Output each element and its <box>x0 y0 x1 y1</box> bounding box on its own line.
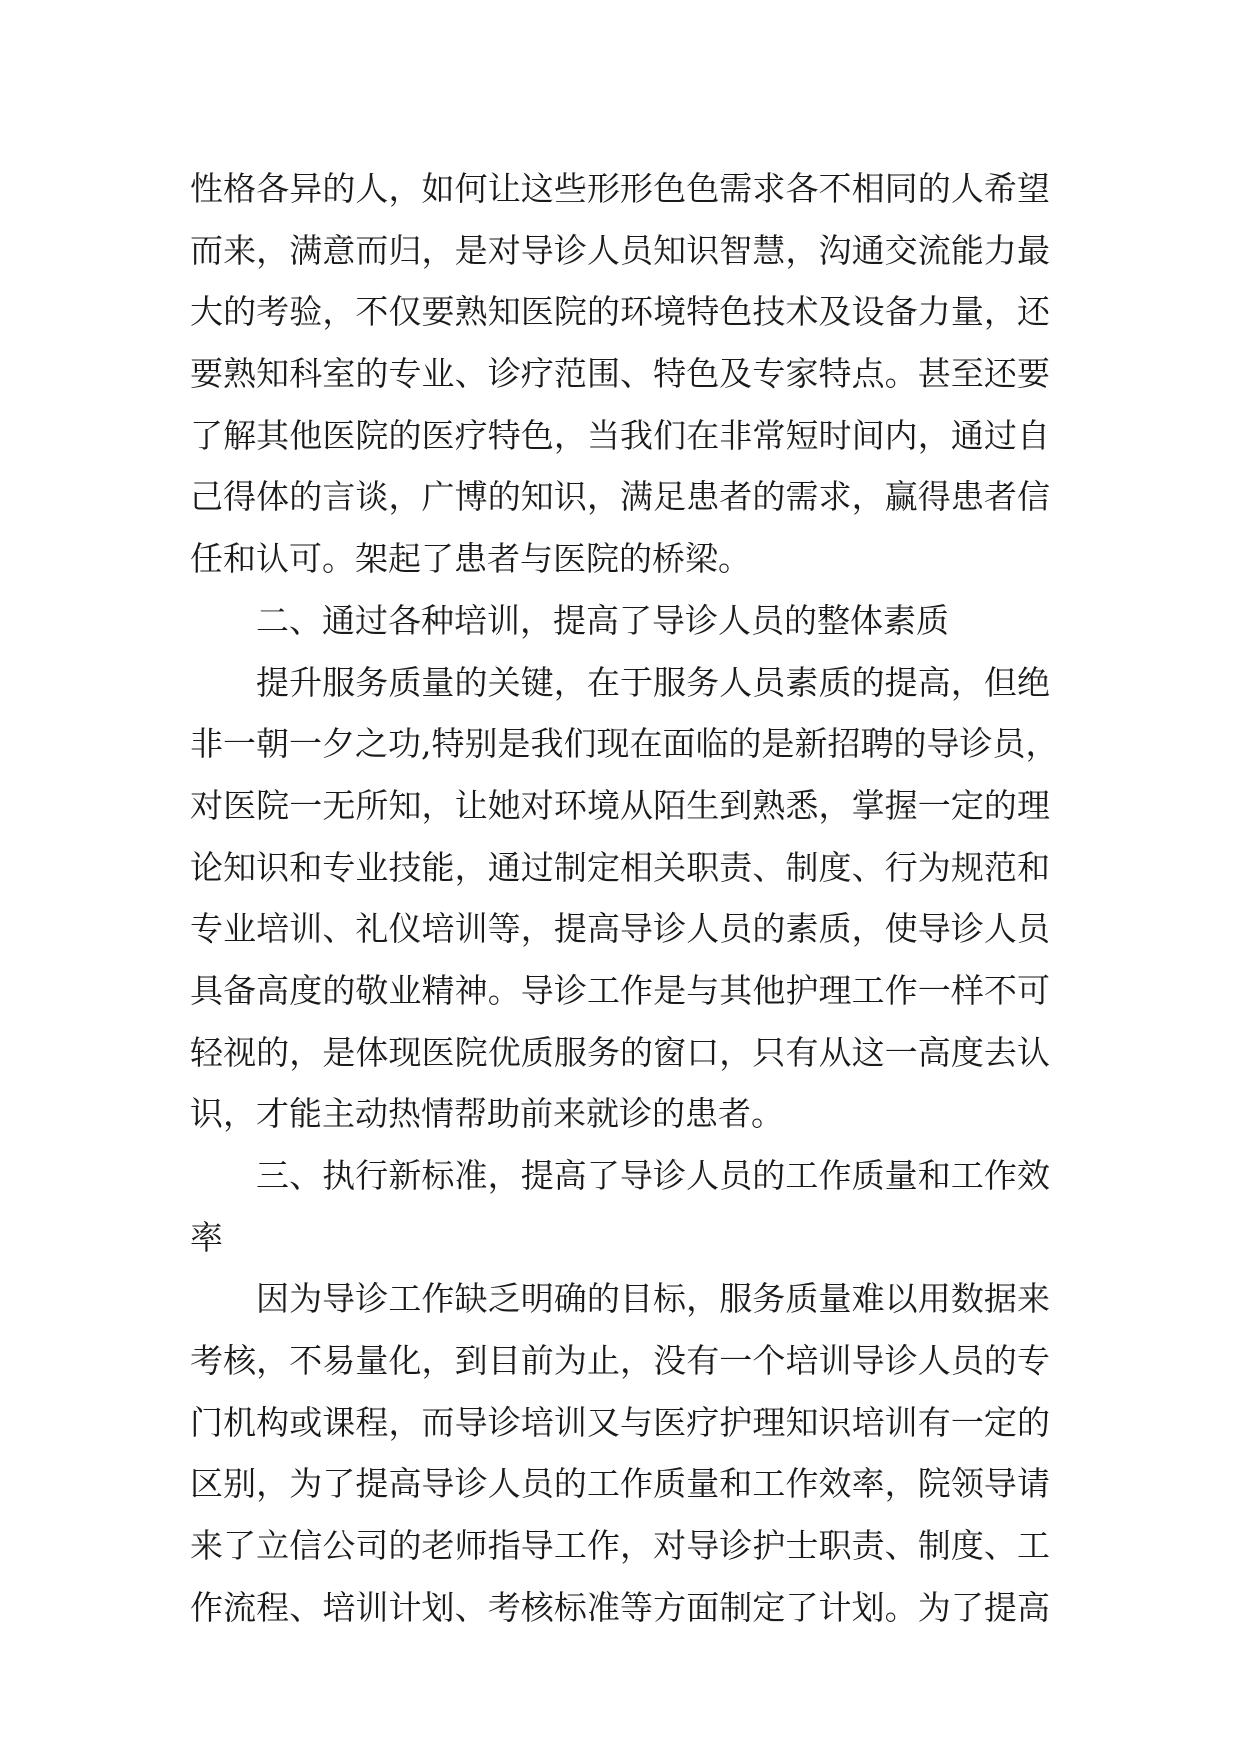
text-line: 来了立信公司的老师指导工作，对导诊护士职责、制度、工 <box>190 1526 1050 1566</box>
text-line: 非一朝一夕之功,特别是我们现在面临的是新招聘的导诊员， <box>190 724 1059 764</box>
text-line: 率 <box>190 1217 223 1257</box>
text-line: 门机构或课程，而导诊培训又与医疗护理知识培训有一定的 <box>190 1402 1050 1442</box>
text-line: 任和认可。架起了患者与医院的桥梁。 <box>190 539 751 579</box>
text-line: 对医院一无所知，让她对环境从陌生到熟悉，掌握一定的理 <box>190 785 1050 825</box>
text-line: 专业培训、礼仪培训等，提高导诊人员的素质，使导诊人员 <box>190 909 1050 949</box>
text-line: 考核，不易量化，到目前为止，没有一个培训导诊人员的专 <box>190 1341 1050 1381</box>
text-line: 性格各异的人，如何让这些形形色色需求各不相同的人希望 <box>190 169 1050 208</box>
text-line: 具备高度的敬业精神。导诊工作是与其他护理工作一样不可 <box>190 970 1050 1010</box>
text-line: 论知识和专业技能，通过制定相关职责、制度、行为规范和 <box>190 847 1050 887</box>
text-line: 轻视的，是体现医院优质服务的窗口，只有从这一高度去认 <box>190 1032 1050 1072</box>
text-line: 己得体的言谈，广博的知识，满足患者的需求，赢得患者信 <box>190 477 1050 517</box>
text-line: 作流程、培训计划、考核标准等方面制定了计划。为了提高 <box>190 1587 1050 1627</box>
text-line: 区别，为了提高导诊人员的工作质量和工作效率，院领导请 <box>190 1464 1050 1504</box>
text-line: 大的考验，不仅要熟知医院的环境特色技术及设备力量，还 <box>190 292 1050 332</box>
body-text <box>190 158 1059 1639</box>
text-line: 三、执行新标准，提高了导诊人员的工作质量和工作效 <box>256 1156 1050 1195</box>
text-line: 而来，满意而归，是对导诊人员知识智慧，沟通交流能力最 <box>190 230 1050 270</box>
text-line: 因为导诊工作缺乏明确的目标，服务质量难以用数据来 <box>256 1279 1050 1319</box>
text-line: 要熟知科室的专业、诊疗范围、特色及专家特点。甚至还要 <box>190 354 1050 394</box>
text-line: 了解其他医院的医疗特色，当我们在非常短时间内，通过自 <box>190 415 1050 455</box>
text-line: 识，才能主动热情帮助前来就诊的患者。 <box>190 1094 784 1134</box>
text-line: 提升服务质量的关键，在于服务人员素质的提高，但绝 <box>256 662 1050 702</box>
text-line: 二、通过各种培训，提高了导诊人员的整体素质 <box>256 600 949 640</box>
